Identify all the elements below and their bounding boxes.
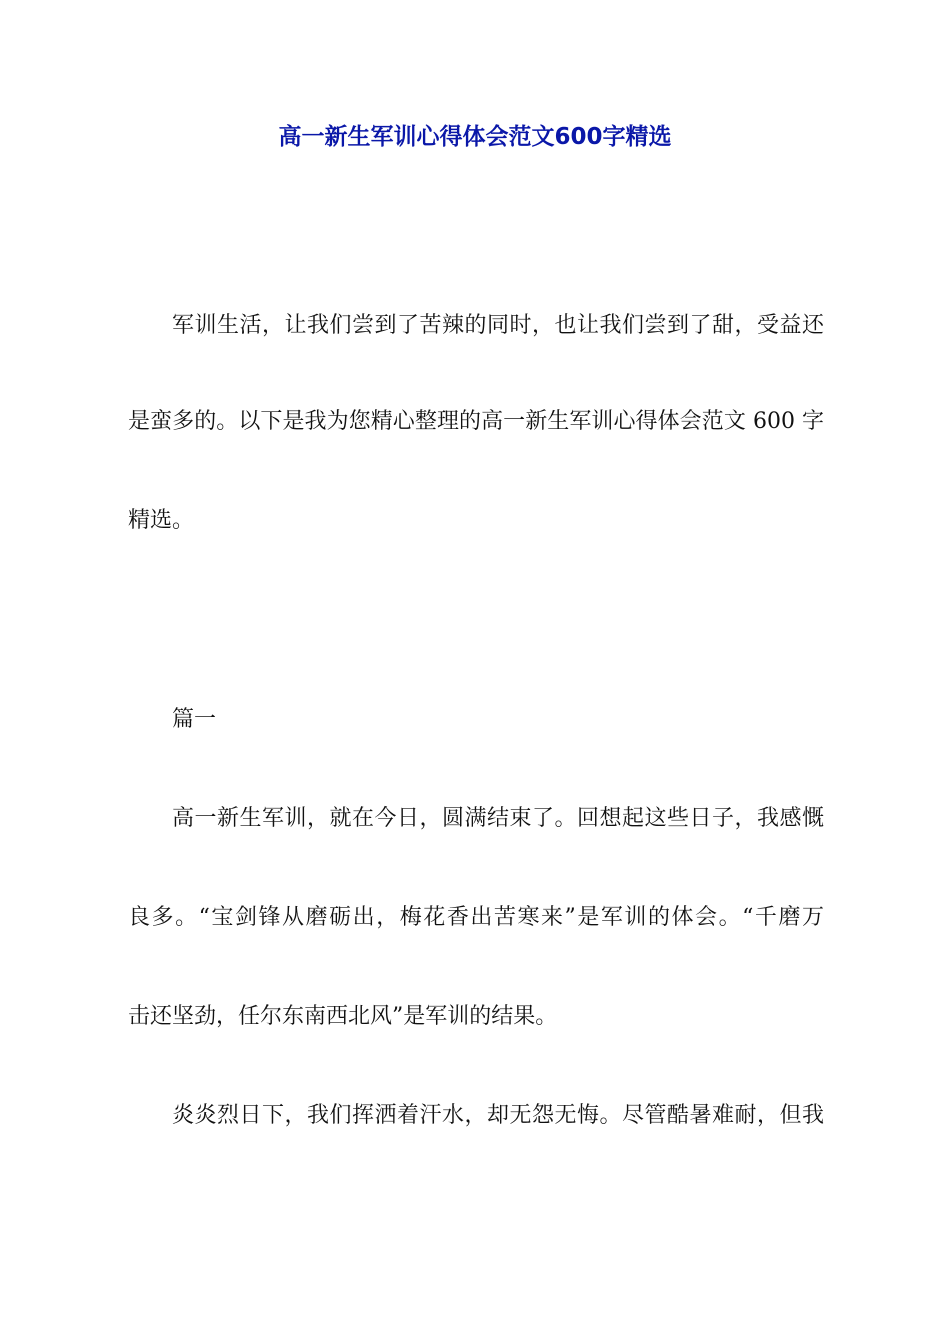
paragraph-line: 精选。	[128, 508, 195, 533]
paragraph-line: 击还坚劲，任尔东南西北风”是军训的结果。	[128, 1004, 558, 1029]
paragraph-line: 军训生活，让我们尝到了苦辣的同时，也让我们尝到了甜，受益还	[172, 313, 824, 338]
section-heading: 篇一	[172, 707, 217, 732]
document-title: 高一新生军训心得体会范文600字精选	[278, 124, 672, 150]
paragraph-line: 炎炎烈日下，我们挥洒着汗水，却无怨无悔。尽管酷暑难耐，但我	[172, 1103, 824, 1128]
paragraph-line: 高一新生军训，就在今日，圆满结束了。回想起这些日子，我感慨	[172, 806, 824, 831]
paragraph-line: 是蛮多的。以下是我为您精心整理的高一新生军训心得体会范文 600 字	[128, 409, 824, 434]
paragraph-line: 良多。“宝剑锋从磨砺出，梅花香出苦寒来”是军训的体会。“千磨万	[128, 905, 824, 930]
